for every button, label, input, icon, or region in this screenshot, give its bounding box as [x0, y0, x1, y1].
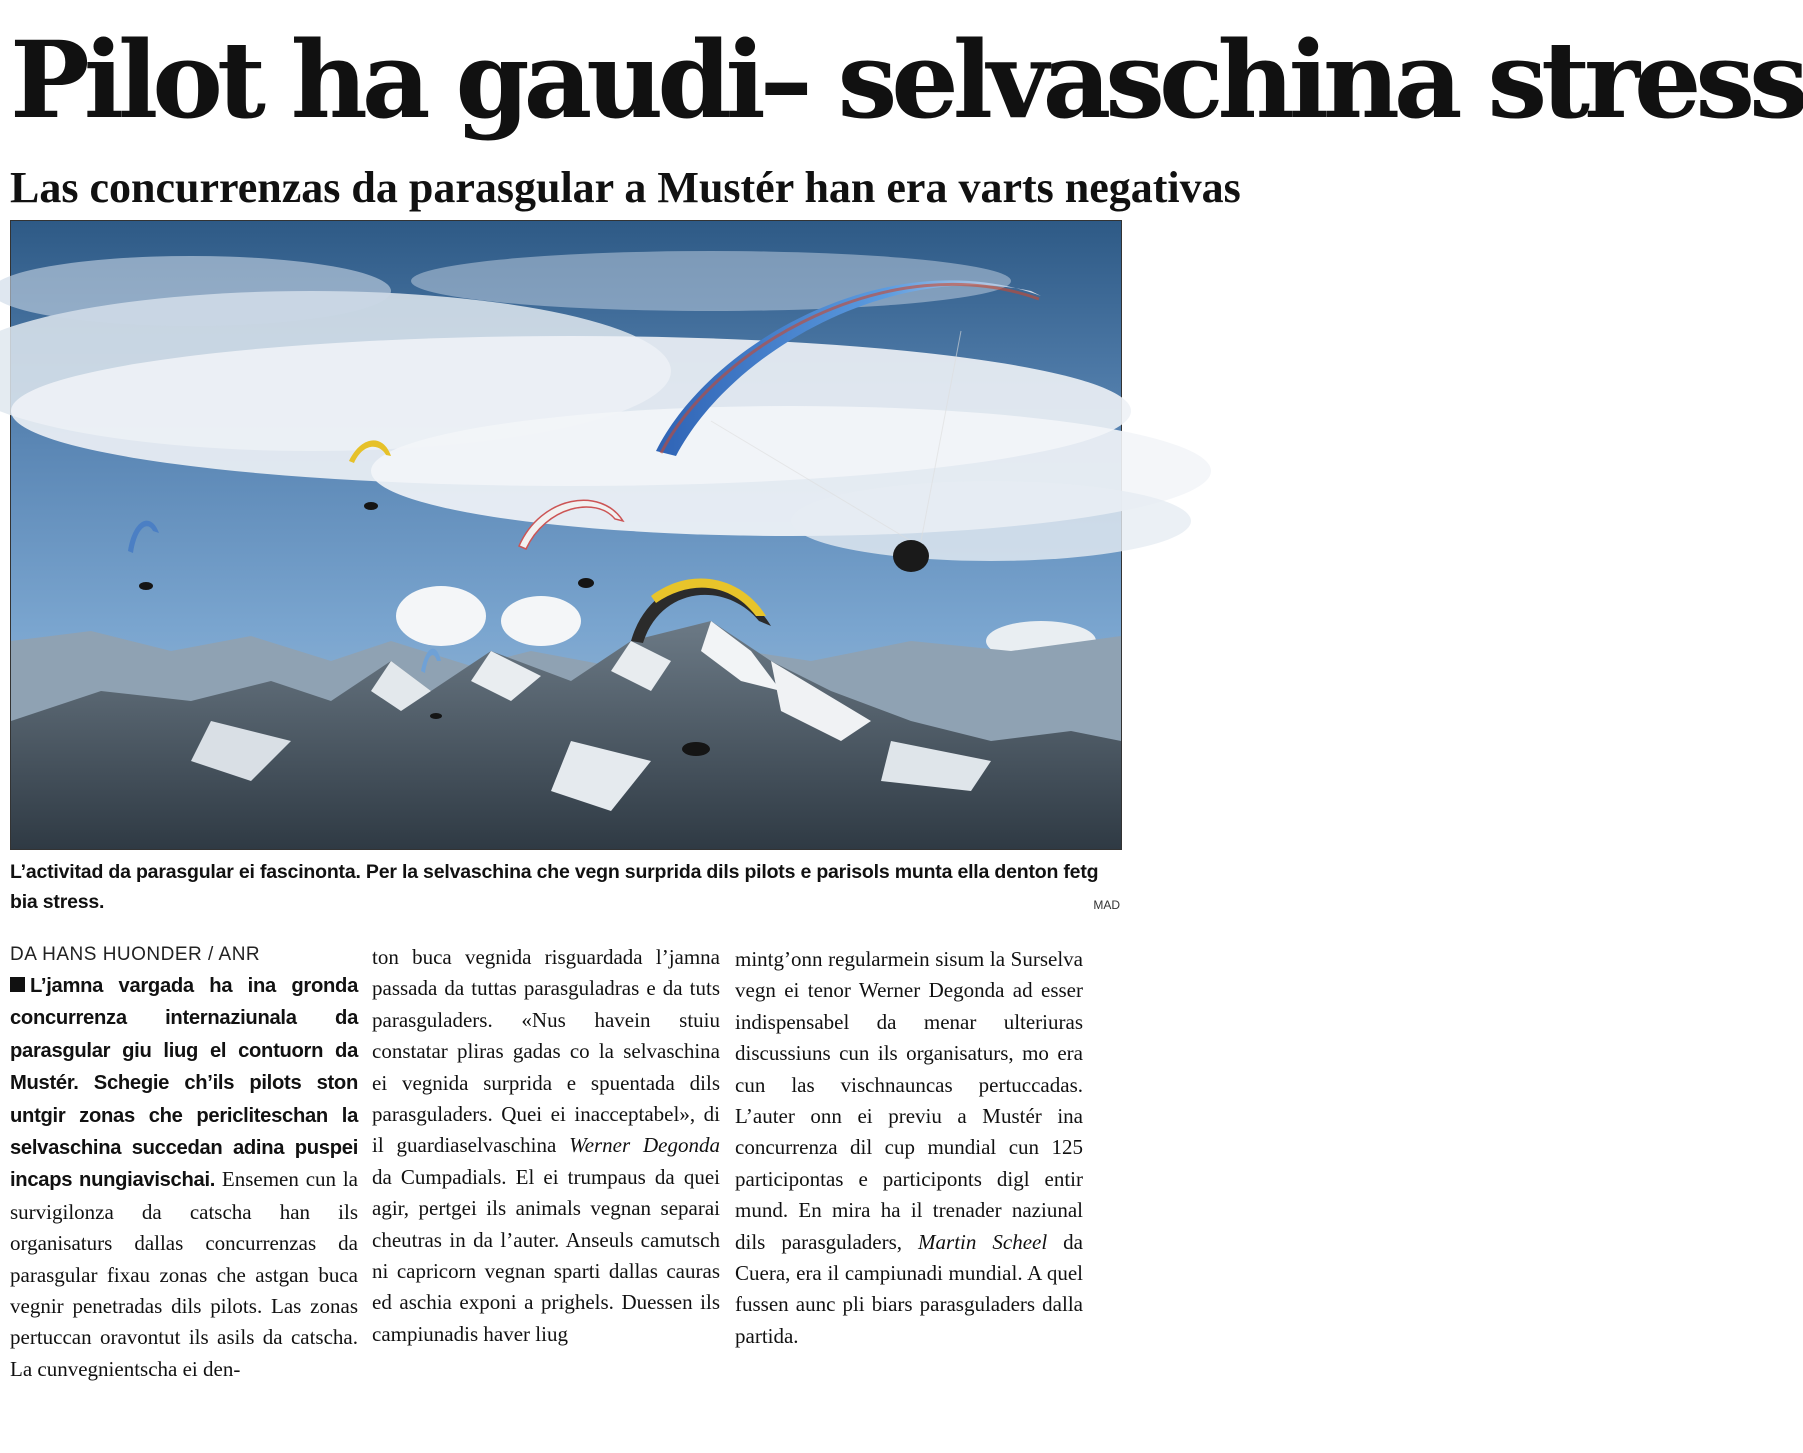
photo-credit: MAD	[1093, 898, 1120, 912]
body-text-col2-a: ton buca vegnida risguardada l’jamna passada da tuttas parasguladras e da tuts parasguladers. «Nus havein stuiu constatar pliras gadas co la selvaschina ei vegnida surprida e spuentada dils parasguladers. Quei ei inacceptabel», di il guardiaselvaschina	[372, 945, 720, 1158]
lead-paragraph: L’jamna vargada ha ina gronda concurrenza internaziunala da parasgular giu liug el contuorn da Mustér. Schegie ch’ils pilots ston untgir zonas che pericliteschan la selvaschina succedan adina puspei incaps nungiavischai.	[10, 975, 358, 1192]
lead-marker-icon	[10, 977, 25, 992]
body-text-col1: Ensemen cun la survigilonza da catscha han ils organisaturs dallas concurrenzas da parasgular fixau zonas che astgan buca vegnir penetradas dils pilots. Las zonas pertuccan oravontut ils asils da catscha. La cunvegnientscha ei den-	[10, 1167, 359, 1381]
quoted-person-name: Werner Degonda	[569, 1133, 721, 1158]
article-column-2	[372, 942, 720, 1350]
body-text-col2-b: da Cumpadials. El ei trumpaus da quei agir, pertgei ils animals vegnan separai cheutras in da l’auter. Anseuls camutsch ni capricorn vegnan sparti dallas cauras ed aschia exponi a prighels. Duessen ils campiunadis haver liug	[372, 1164, 720, 1346]
article-column-3	[735, 944, 1083, 1352]
paragliders-photo	[10, 220, 1122, 850]
headline: Pilot ha gaudi– selvaschina stress	[10, 17, 1803, 142]
article-column-1	[10, 940, 358, 1385]
body-text-col3-b: da Cuera, era il campiunadi mundial. A quel fussen aunc pli biars parasguladers dalla partida.	[735, 1229, 1084, 1348]
byline: DA HANS HUONDER / ANR	[10, 944, 261, 965]
trainer-name: Martin Scheel	[918, 1229, 1048, 1254]
photo-caption: L’activitad da parasgular ei fascinonta. Per la selvaschina che vegn surprida dils pilots e parisols munta ella denton fetg bia stress.	[10, 861, 1099, 913]
subheadline: Las concurrenzas da parasgular a Mustér han era varts negativas	[10, 163, 1241, 212]
body-text-col3-a: mintg’onn regularmein sisum la Surselva vegn ei tenor Werner Degonda ad esser indispensabel da menar ulteriuras discussiuns cun ils organisaturs, mo era cun las vischnauncas pertuccadas. L’auter onn ei previu a Mustér ina concurrenza dil cup mundial cun 125 participontas e participonts digl entir mund. En mira ha il trenader naziunal dils parasguladers,	[735, 947, 1083, 1254]
